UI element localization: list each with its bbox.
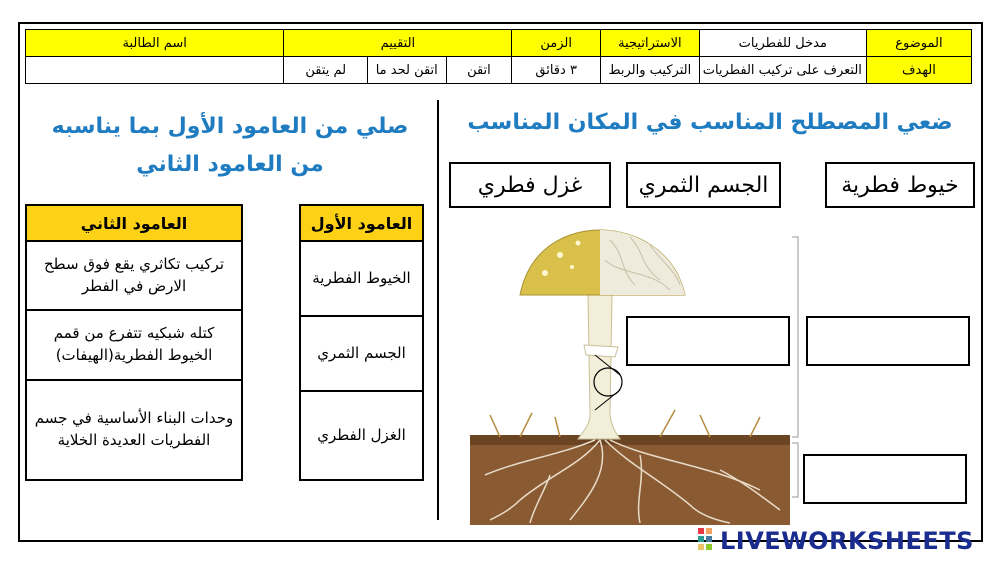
left-section-title-line2: من العامود الثاني [136,152,324,177]
column-one [299,204,424,481]
eval-mastered: اتقن [446,57,512,84]
column-two-item-2[interactable]: كتله شبكيه تتفرع من قمم الخيوط الفطرية(الهيفات) [27,311,241,381]
logo-grid-icon [698,528,720,554]
strategy-value: التركيب والربط [600,57,699,84]
time-label: الزمن [512,30,601,57]
term-card-mycelium[interactable]: غزل فطري [449,162,611,208]
goal-label: الهدف [866,57,971,84]
column-two-item-3[interactable]: وحدات البناء الأساسية في جسم الفطريات العديدة الخلاية [34,409,234,449]
topic-label: الموضوع [866,30,971,57]
goal-value: التعرف على تركيب الفطريات [699,57,866,84]
drop-zone-stem[interactable] [626,316,790,366]
right-section-title: ضعي المصطلح المناسب في المكان المناسب [467,110,953,135]
time-value: ٣ دقائق [512,57,601,84]
column-one-header: العامود الأول [301,206,422,242]
strategy-label: الاستراتيجية [600,30,699,57]
student-name-label: اسم الطالبة [26,30,284,57]
section-divider [437,100,439,520]
column-two-item-1[interactable]: تركيب تكاثري يقع فوق سطح الارض في الفطر [27,242,241,311]
mushroom-illustration [460,225,805,525]
student-name-field[interactable] [26,57,284,84]
eval-not-mastered: لم يتقن [284,57,368,84]
drop-zone-cap[interactable] [806,316,970,366]
column-two [25,204,243,481]
left-section-title-line1: صلي من العامود الأول بما يناسبه [51,114,409,139]
column-one-item-hyphae[interactable]: الخيوط الفطرية [301,242,422,317]
lesson-header-table [25,29,972,84]
topic-value: مدخل للفطريات [699,30,866,57]
eval-partially: اتقن لحد ما [368,57,447,84]
evaluation-label: التقييم [284,30,512,57]
grass [490,410,760,437]
term-card-fruiting-body[interactable]: الجسم الثمري [626,162,781,208]
label-brackets [792,237,798,497]
column-one-item-fruiting-body[interactable]: الجسم الثمري [301,317,422,392]
term-card-hyphae[interactable]: خيوط فطرية [825,162,975,208]
liveworksheets-logo [698,527,974,555]
column-one-item-mycelium[interactable]: الغزل الفطري [317,425,406,444]
column-two-header: العامود الثاني [27,206,241,242]
logo-text: LIVEWORKSHEETS [720,527,974,555]
drop-zone-soil[interactable] [803,454,967,504]
